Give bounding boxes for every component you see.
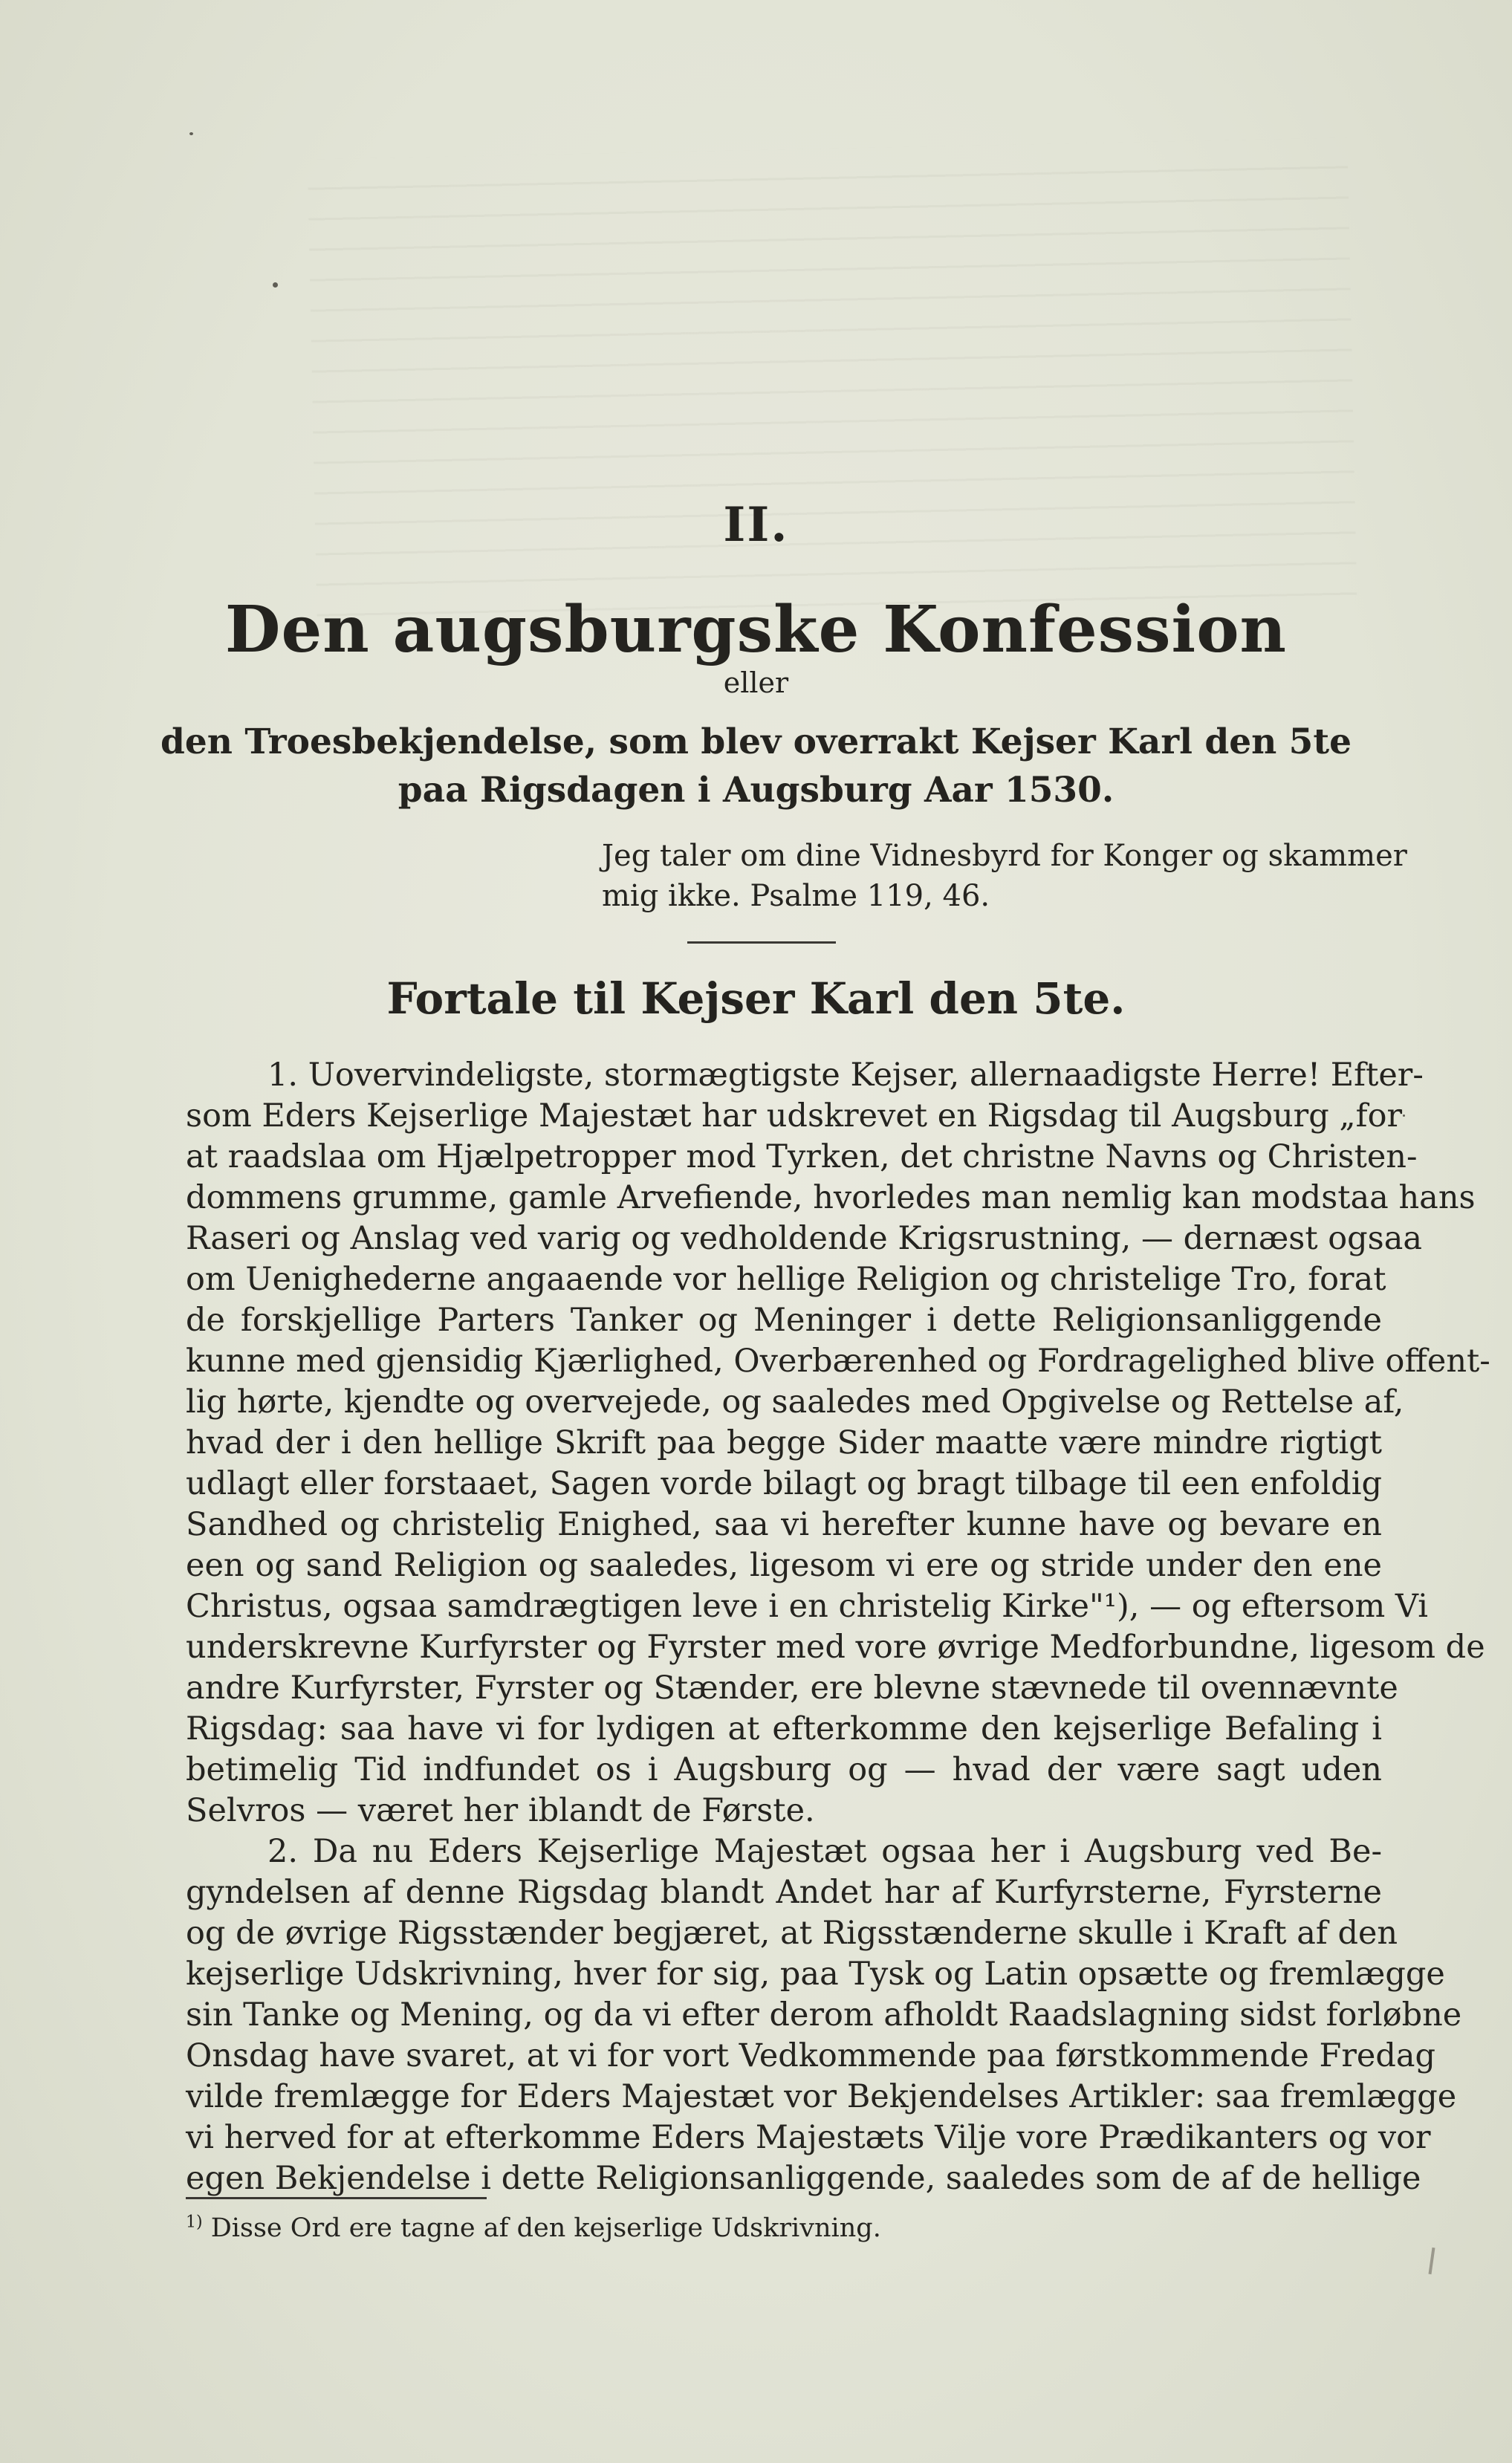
- text-line: sin Tanke og Mening, og da vi efter derom afholdt Raadslagning sidst forløbne: [186, 1996, 1462, 2034]
- text-line: Raseri og Anslag ved varig og vedholdende Krigsrustning, — dernæst ogsaa: [186, 1220, 1423, 1257]
- text-line: og de øvrige Rigsstænder begjæret, at Rigsstænderne skulle i Kraft af den: [186, 1915, 1398, 1952]
- text-line: kunne med gjensidig Kjærlighed, Overbærenhed og Fordragelighed blive offent-: [186, 1343, 1490, 1380]
- text-line: de forskjellige Parters Tanker og Meninger i dette Religionsanliggende: [186, 1302, 1382, 1339]
- epigraph-line: Jeg taler om dine Vidnesbyrd for Konger og skammer: [602, 839, 1407, 873]
- text-line: Selvros — været her iblandt de Første.: [186, 1792, 815, 1829]
- text-line: kejserlige Udskrivning, hver for sig, paa Tysk og Latin opsætte og fremlægge: [186, 1956, 1445, 1993]
- text-line: 2. Da nu Eders Kejserlige Majestæt ogsaa her i Augsburg ved Be-: [267, 1833, 1382, 1870]
- text-line: dommens grumme, gamle Arvefiende, hvorledes man nemlig kan modstaa hans: [186, 1179, 1476, 1216]
- preface-heading: Fortale til Kejser Karl den 5te.: [386, 973, 1126, 1024]
- text-line: vilde fremlægge for Eders Majestæt vor Bekjendelses Artikler: saa fremlægge: [186, 2078, 1457, 2115]
- paragraph-2: [186, 1831, 1462, 2199]
- subtitle-line: den Troesbekjendelse, som blev overrakt Kejser Karl den 5te: [160, 721, 1352, 762]
- footnote-marker: 1): [186, 2213, 203, 2232]
- text-line: gyndelsen af denne Rigsdag blandt Andet har af Kurfyrsterne, Fyrsterne: [186, 1874, 1382, 1911]
- chapter-number: II.: [723, 497, 789, 553]
- section-divider: [687, 941, 836, 944]
- text-line: at raadslaa om Hjælpetropper mod Tyrken, det christne Navns og Christen-: [186, 1138, 1418, 1175]
- text-line: betimelig Tid indfundet os i Augsburg og — hvad der være sagt uden: [186, 1751, 1382, 1788]
- text-line: som Eders Kejserlige Majestæt har udskrevet en Rigsdag til Augsburg „for: [186, 1097, 1403, 1135]
- footnote: [186, 2213, 881, 2244]
- text-line: underskrevne Kurfyrster og Fyrster med vore øvrige Medforbundne, ligesom de: [186, 1629, 1485, 1666]
- paragraph-1: [186, 1055, 1490, 1831]
- text-line: hvad der i den hellige Skrift paa begge Sider maatte være mindre rigtigt: [186, 1424, 1382, 1461]
- epigraph: [602, 836, 1427, 916]
- chapter-title: Den augsburgske Konfession: [224, 592, 1288, 667]
- text-line: vi herved for at efterkomme Eders Majestæts Vilje vore Prædikanters og vor: [186, 2119, 1431, 2156]
- body-text: [186, 1055, 1490, 2199]
- subtitle-line: paa Rigsdagen i Augsburg Aar 1530.: [398, 770, 1114, 811]
- title-connector: eller: [723, 666, 789, 699]
- text-line: egen Bekjendelse i dette Religionsanliggende, saaledes som de af de hellige: [186, 2160, 1421, 2197]
- text-line: om Uenighederne angaaende vor hellige Religion og christelige Tro, forat: [186, 1261, 1386, 1298]
- footnote-divider: [186, 2197, 487, 2199]
- text-line: een og sand Religion og saaledes, ligesom vi ere og stride under den ene: [186, 1547, 1382, 1584]
- text-line: Rigsdag: saa have vi for lydigen at efterkomme den kejserlige Befaling i: [186, 1710, 1382, 1748]
- text-line: Christus, ogsaa samdrægtigen leve i en christelig Kirke"¹), — og eftersom Vi: [186, 1588, 1428, 1625]
- text-line: 1. Uovervindeligste, stormægtigste Kejser, allernaadigste Herre! Efter-: [267, 1057, 1424, 1094]
- text-line: Onsdag have svaret, at vi for vort Vedkommende paa førstkommende Fredag: [186, 2037, 1436, 2074]
- text-line: udlagt eller forstaaet, Sagen vorde bilagt og bragt tilbage til een enfoldig: [186, 1465, 1382, 1502]
- footnote-text: Disse Ord ere tagne af den kejserlige Udskrivning.: [210, 2213, 881, 2243]
- text-line: andre Kurfyrster, Fyrster og Stænder, ere blevne stævnede til ovennævnte: [186, 1669, 1398, 1707]
- epigraph-line: mig ikke. Psalme 119, 46.: [602, 879, 990, 913]
- text-line: lig hørte, kjendte og overvejede, og saaledes med Opgivelse og Rettelse af,: [186, 1383, 1404, 1421]
- text-line: Sandhed og christelig Enighed, saa vi herefter kunne have og bevare en: [186, 1506, 1382, 1543]
